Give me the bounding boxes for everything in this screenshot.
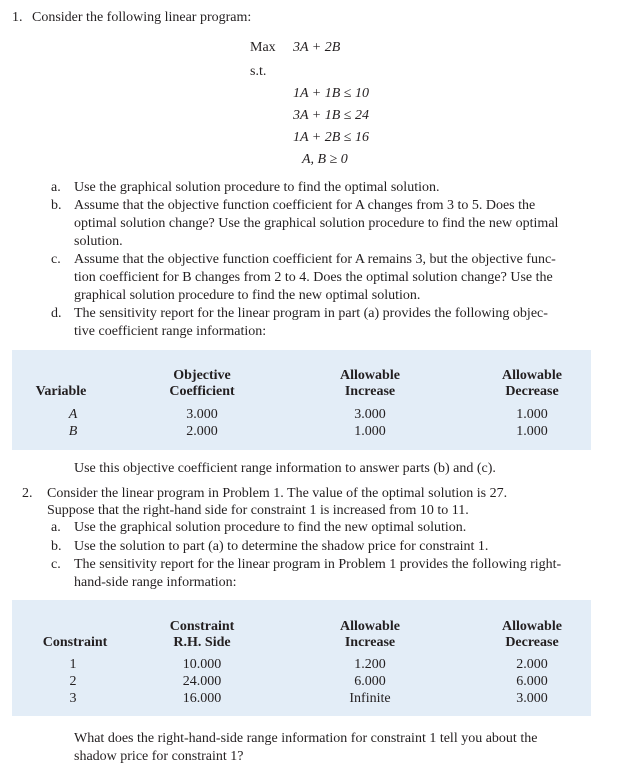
subject-to-label: s.t. [250,64,267,79]
table2-row1-rhs: 10.000 [182,657,222,672]
part-1c-label: c. [51,252,61,267]
table1-row2-increase: 1.000 [354,424,386,439]
constraint-1: 1A + 1B ≤ 10 [293,86,369,101]
part-1d-line-1: The sensitivity report for the linear program in part (a) provides the following objec- [74,306,548,321]
table2-row1-constraint: 1 [69,657,77,672]
problem-2-intro-line-2: Suppose that the right-hand side for constraint 1 is increased from 10 to 11. [47,503,469,518]
part-1c-line-3: graphical solution procedure to find the new optimal solution. [74,288,421,303]
part-1b-line-3: solution. [74,234,123,249]
table2-header-rhs-1: Constraint [169,619,235,634]
table2-row3-increase: Infinite [349,691,391,706]
table1-header-variable: Variable [35,384,87,399]
table1-header-decrease-1: Allowable [502,368,562,383]
table1-header-coefficient-1: Objective [173,368,231,383]
part-2b-text: Use the solution to part (a) to determine the shadow price for constraint 1. [74,539,489,554]
table1-header-increase-1: Allowable [340,368,400,383]
table1-row2-coefficient: 2.000 [186,424,218,439]
table2-header-increase-2: Increase [344,635,396,650]
problem-1-intro: Consider the following linear program: [32,10,252,25]
table2-header-decrease-1: Allowable [502,619,562,634]
problem-1-number: 1. [12,10,23,25]
table1-row1-coefficient: 3.000 [186,407,218,422]
table1-header-coefficient-2: Coefficient [169,384,235,399]
part-1b-label: b. [51,198,62,213]
table2-header-decrease-2: Decrease [505,635,559,650]
part-2a-text: Use the graphical solution procedure to find the new optimal solution. [74,520,467,535]
table2-header-rhs-2: R.H. Side [173,635,231,650]
part-1d-line-2: tive coefficient range information: [74,324,267,339]
objective-coefficient-range-table [12,350,591,450]
table2-row2-rhs: 24.000 [182,674,222,689]
table1-instruction: Use this objective coefficient range information to answer parts (b) and (c). [74,461,496,476]
table1-header-decrease-2: Decrease [505,384,559,399]
table2-row3-constraint: 3 [69,691,77,706]
problem-2-number: 2. [22,486,33,501]
part-2c-line-2: hand-side range information: [74,575,237,590]
table1-row1-increase: 3.000 [354,407,386,422]
table1-row1-variable: A [68,407,78,422]
part-2b-label: b. [51,539,62,554]
table2-row2-increase: 6.000 [354,674,386,689]
part-1a-label: a. [51,180,61,195]
constraint-3: 1A + 2B ≤ 16 [293,130,369,145]
table2-header-increase-1: Allowable [340,619,400,634]
right-hand-side-range-table [12,600,591,716]
closing-question-line-2: shadow price for constraint 1? [74,749,244,764]
part-1c-line-1: Assume that the objective function coefficient for A remains 3, but the objective func- [74,252,556,267]
table1-row1-decrease: 1.000 [516,407,548,422]
table2-row2-constraint: 2 [69,674,77,689]
part-2c-label: c. [51,557,61,572]
table1-header-increase-2: Increase [344,384,396,399]
part-1b-line-2: optimal solution change? Use the graphical solution procedure to find the new optimal [74,216,559,231]
nonnegativity: A, B ≥ 0 [302,152,348,167]
problem-2-intro-line-1: Consider the linear program in Problem 1. The value of the optimal solution is 27. [47,486,508,501]
closing-question-line-1: What does the right-hand-side range information for constraint 1 tell you about the [74,731,538,746]
table2-row3-rhs: 16.000 [182,691,222,706]
part-1b-line-1: Assume that the objective function coefficient for A changes from 3 to 5. Does the [74,198,536,213]
part-1a-text: Use the graphical solution procedure to find the optimal solution. [74,180,440,195]
table1-row2-decrease: 1.000 [516,424,548,439]
table2-row1-increase: 1.200 [354,657,386,672]
table2-header-constraint: Constraint [42,635,108,650]
part-1c-line-2: tion coefficient for B changes from 2 to 4. Does the optimal solution change? Use the [74,270,553,285]
part-2a-label: a. [51,520,61,535]
objective-function: 3A + 2B [293,40,341,55]
table1-row2-variable: B [68,424,78,439]
table2-row1-decrease: 2.000 [516,657,548,672]
objective-keyword: Max [250,40,276,55]
part-2c-line-1: The sensitivity report for the linear program in Problem 1 provides the following right- [74,557,562,572]
table2-row3-decrease: 3.000 [516,691,548,706]
constraint-2: 3A + 1B ≤ 24 [293,108,369,123]
table2-row2-decrease: 6.000 [516,674,548,689]
part-1d-label: d. [51,306,62,321]
